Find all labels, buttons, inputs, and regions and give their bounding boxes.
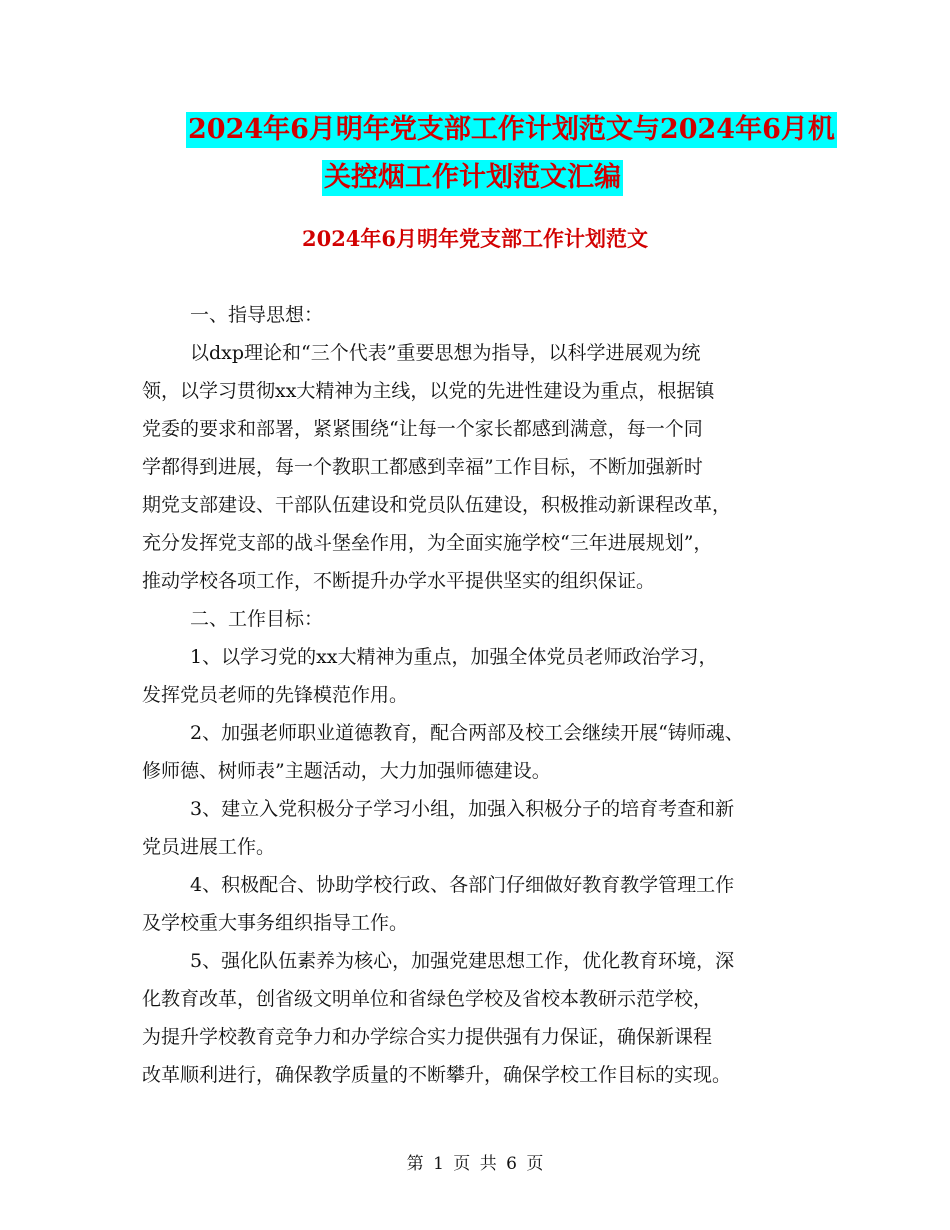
- paragraph: [142, 714, 812, 790]
- text-line: 2、加强老师职业道德教育，配合两部及校工会继续开展“铸师魂、: [190, 722, 744, 744]
- paragraph: [142, 866, 812, 942]
- text-line: 化教育改革，创省级文明单位和省绿色学校及省校本教研示范学校，: [142, 988, 713, 1010]
- text-line: 领，以学习贯彻xx大精神为主线，以党的先进性建设为重点，根据镇: [142, 380, 715, 402]
- text-line: 改革顺利进行，确保教学质量的不断攀升，确保学校工作目标的实现。: [142, 1064, 732, 1086]
- text-line: 党委的要求和部署，紧紧围绕“让每一个家长都感到满意，每一个同: [142, 418, 703, 440]
- paragraph: [142, 790, 812, 866]
- paragraph: [142, 296, 812, 334]
- text-line: 学都得到进展，每一个教职工都感到幸福”工作目标，不断加强新时: [142, 456, 703, 478]
- text-line: 4、积极配合、协助学校行政、各部门仔细做好教育教学管理工作: [190, 874, 735, 896]
- paragraph: [142, 942, 812, 1094]
- text-line: 二、工作目标：: [190, 608, 324, 630]
- section-heading: 2024年6月明年党支部工作计划范文: [301, 226, 649, 251]
- title-line-2: 关控烟工作计划范文汇编: [322, 160, 623, 196]
- paragraph: [142, 600, 812, 638]
- text-line: 发挥党员老师的先锋模范作用。: [142, 684, 409, 706]
- text-line: 1、以学习党的xx大精神为重点，加强全体党员老师政治学习，: [190, 646, 718, 668]
- text-line: 推动学校各项工作，不断提升办学水平提供坚实的组织保证。: [142, 570, 656, 592]
- text-line: 5、强化队伍素养为核心，加强党建思想工作，优化教育环境，深: [190, 950, 735, 972]
- text-line: 充分发挥党支部的战斗堡垒作用，为全面实施学校“三年进展规划”，: [142, 532, 713, 554]
- page-footer: 第 1 页 共 6 页: [406, 1154, 544, 1174]
- text-line: 及学校重大事务组织指导工作。: [142, 912, 409, 934]
- text-line: 以dxp理论和“三个代表”重要思想为指导，以科学进展观为统: [190, 342, 701, 364]
- document-title: [0, 112, 950, 196]
- document-body: [142, 296, 812, 1094]
- paragraph: [142, 638, 812, 714]
- text-line: 为提升学校教育竞争力和办学综合实力提供强有力保证，确保新课程: [142, 1026, 713, 1048]
- text-line: 3、建立入党积极分子学习小组，加强入积极分子的培育考查和新: [190, 798, 735, 820]
- text-line: 修师德、树师表”主题活动，大力加强师德建设。: [142, 760, 551, 782]
- text-line: 期党支部建设、干部队伍建设和党员队伍建设，积极推动新课程改革，: [142, 494, 732, 516]
- text-line: 党员进展工作。: [142, 836, 276, 858]
- title-line-1: 2024年6月明年党支部工作计划范文与2024年6月机: [186, 112, 837, 148]
- text-line: 一、指导思想：: [190, 304, 324, 326]
- paragraph: [142, 334, 812, 600]
